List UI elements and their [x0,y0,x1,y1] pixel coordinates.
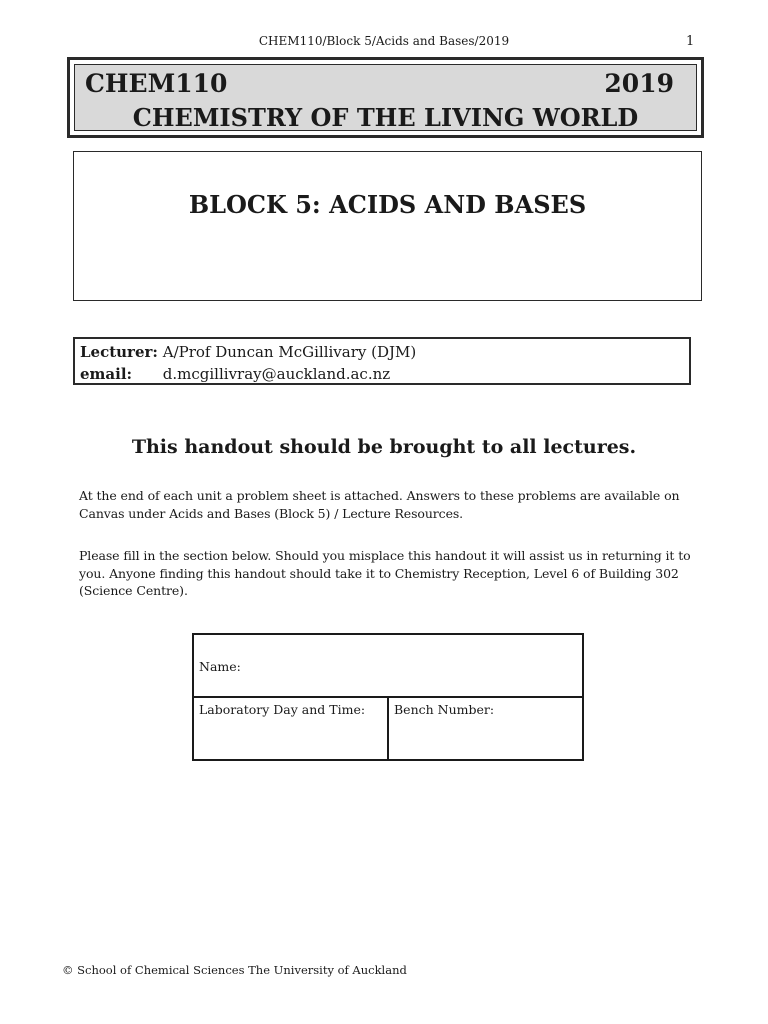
course-name: CHEMISTRY OF THE LIVING WORLD [132,103,639,132]
bench-number-label: Bench Number: [394,702,495,717]
problem-sheet-paragraph: At the end of each unit a problem sheet is attached. Answers to these problems are available on Canvas under Acids and Bases (Block 5) / Lecture Resources. [79,488,680,521]
lab-day-time-field[interactable] [194,698,389,759]
lecturer-email: d.mcgillivray@auckland.ac.nz [162,365,391,383]
email-label: email: [80,365,133,383]
handout-notice: This handout should be brought to all lectures. [131,436,637,458]
student-info-form [192,633,584,761]
name-field[interactable] [194,635,582,698]
page-number: 1 [686,34,695,49]
title-banner [67,57,704,138]
lecturer-label: Lecturer: [80,343,158,361]
copyright-footer: © School of Chemical Sciences The University of Auckland [62,963,407,977]
lecturer-name: A/Prof Duncan McGillivary (DJM) [162,343,417,361]
title-banner-inner [74,64,697,131]
bench-number-field[interactable] [389,698,582,759]
lab-day-time-label: Laboratory Day and Time: [199,702,366,717]
block-title: BLOCK 5: ACIDS AND BASES [188,190,587,219]
name-label: Name: [199,659,241,674]
lecturer-line [80,341,689,363]
running-header: CHEM110/Block 5/Acids and Bases/2019 [258,34,510,48]
block-title-box [73,151,702,301]
course-code: CHEM110 [85,69,228,98]
course-year: 2019 [604,69,674,98]
return-info-paragraph: Please fill in the section below. Should you misplace this handout it will assist us in returning it to you. Anyone finding this handout should take it to Chemistry Reception, Level 6 of Building 302 (Science Centre). [79,548,691,598]
email-line [80,363,689,385]
lecturer-box [73,337,691,385]
